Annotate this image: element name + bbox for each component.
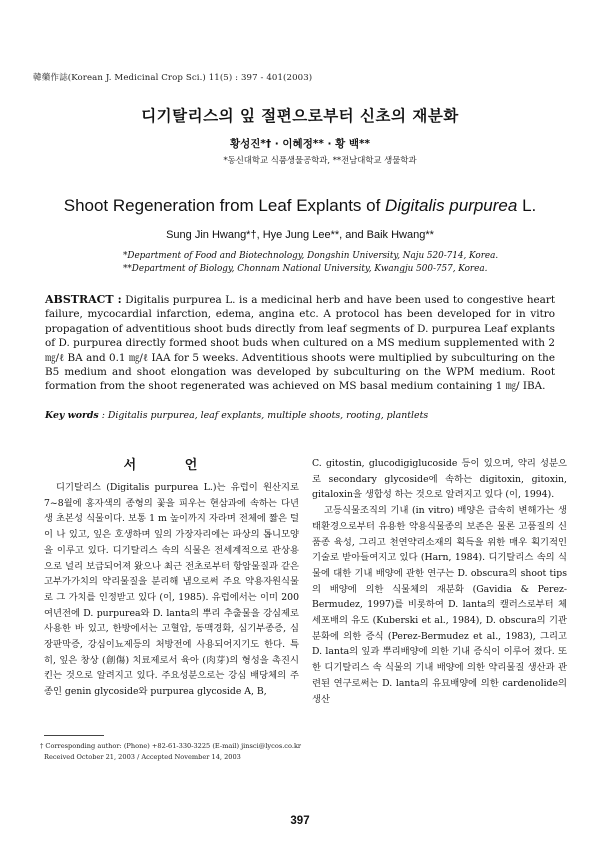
abstract-text: Digitalis purpurea L. is a medicinal herb and have been used to congestive heart failure, mycocardial infarction, edema, angina etc. A protocol has been developed for in vitro propagation of adventitious shoot buds directly from leaf segments of D. purpurea Leaf explants of D. purpurea directly formed shoot buds when cultured on a MS medium supplemented with 2 ㎎/ℓ BA and 0.1 ㎎/ℓ IAA for 5 weeks. Adventitious shoots were multiplied by subculturing on the B5 medium and shoot elongation was developed by subculturing on the WPM medium. Root formation from the shoot regenerated was achieved on MS basal medium containing 1 ㎎/ IBA. bbox=[45, 294, 556, 393]
korean-affiliations: *동신대학교 식품생물공학과, **전남대학교 생물학과 bbox=[223, 155, 417, 165]
page-number: 397 bbox=[290, 815, 310, 827]
keywords bbox=[45, 410, 555, 421]
english-affiliation-1: *Department of Food and Biotechnology, Dongshin University, Naju 520-714, Korea. bbox=[123, 251, 499, 261]
keywords-label: Key words bbox=[45, 410, 99, 421]
english-title-species: Digitalis purpurea bbox=[385, 196, 518, 215]
body-right-column bbox=[312, 456, 567, 707]
korean-title: 디기탈리스의 잎 절편으로부터 신초의 재분화 bbox=[141, 107, 459, 125]
abstract bbox=[45, 293, 555, 394]
keywords-text: : Digitalis purpurea, leaf explants, multiple shoots, rooting, plantlets bbox=[98, 410, 429, 421]
left-paragraph: 디기탈리스 (Digitalis purpurea L.)는 유럽이 원산지로 7~8월에 홍자색의 종형의 꽃을 피우는 현삼과에 속하는 다년생 초본성 식물이다. 보통 1 m 높이까지 자라며 전체에 짧은 털이 나 있고, 잎은 호생하며 잎의 가장자리에는 파상의 톱니모양을 이루고 있다. 디기탈리스 속의 식물은 전세계적으로 관상용으로 널리 보급되어져 왔으나 최근 전초로부터 항암물질과 같은 고부가가치의 약리물질을 분리해 냄으로써 주요 약용자원식물로 그 가치를 인정받고 있다 (이, 1985). 유럽에서는 이미 200여년전에 D. purpurea와 D. lanta의 뿌리 추출물을 강심제로 사용한 바 있고, 한방에서는 고혈압, 동맥경화, 심기부종증, 심장판막증, 강심이뇨제등의 처방전에 사용되어지기도 한다. 특히, 잎은 창상 (創傷) 치료제로서 육아 (肉芽)의 형성을 촉진시킨는 것으로 알려지고 있다. 주요성분으로는 강심 배당체의 주종인 genin glycoside와 purpurea glycoside A, B, bbox=[44, 482, 299, 698]
footnote-rule bbox=[44, 735, 104, 736]
body-left-column bbox=[44, 480, 299, 700]
section-title: 서 언 bbox=[123, 458, 220, 473]
right-paragraph-2: 고등식물조직의 기내 (in vitro) 배양은 급속히 변해가는 생태환경으로부터 유용한 약용식물종의 보존은 물론 고품질의 신품종 육성, 그리고 천연약리소재의 획득을 위한 매우 획기적인 기술로 받아들여지고 있다 (Harn, 1984). 디기탈리스 속의 식물에 대한 기내 배양에 관한 연구는 D. obscura의 shoot tips의 배양에 의한 식물체의 재분화 (Gavidia & Perez-Bermudez, 1997)를 비롯하여 D. lanta의 캘러스로부터 체세포배의 유도 (Kuberski et al., 1984), D. obscura의 기관분화에 의한 증식 (Perez-Bermudez et al., 1983), 그리고 D. lanta의 잎과 뿌리배양에 의한 기내 증식이 이루어 졌다. 또한 디기탈리스 속 식물의 기내 배양에 의한 약리물질 생산과 관련된 연구로써는 D. lanta의 유묘배양에 의한 cardenolide의 생산 bbox=[312, 505, 567, 705]
english-affiliation-2: **Department of Biology, Chonnam National University, Kwangju 500-757, Korea. bbox=[123, 264, 488, 274]
journal-header: 韓藥作誌(Korean J. Medicinal Crop Sci.) 11(5) : 397 - 401(2003) bbox=[33, 73, 313, 83]
korean-authors: 황성진*† · 이혜정** · 황 백** bbox=[229, 138, 371, 150]
english-title-prefix: Shoot Regeneration from Leaf Explants of bbox=[63, 196, 386, 215]
english-title bbox=[0, 196, 600, 216]
english-authors: Sung Jin Hwang*†, Hye Jung Lee**, and Baik Hwang** bbox=[166, 229, 434, 241]
footnote-corresponding: † Corresponding author: (Phone) +82-61-330-3225 (E-mail) jinsci@lycos.co.kr bbox=[40, 742, 302, 750]
abstract-label: ABSTRACT : bbox=[45, 293, 122, 306]
english-title-suffix: L. bbox=[517, 196, 537, 215]
right-paragraph-1: C. gitostin, glucodigiglucoside 등이 있으며, 약리 성분으로 secondary glycoside에 속하는 digitoxin, gitoxin, gitaloxin을 생합성 하는 것으로 알려지고 있다 (이, 1994). bbox=[312, 458, 567, 501]
footnote-received: Received October 21, 2003 / Accepted November 14, 2003 bbox=[44, 753, 241, 761]
